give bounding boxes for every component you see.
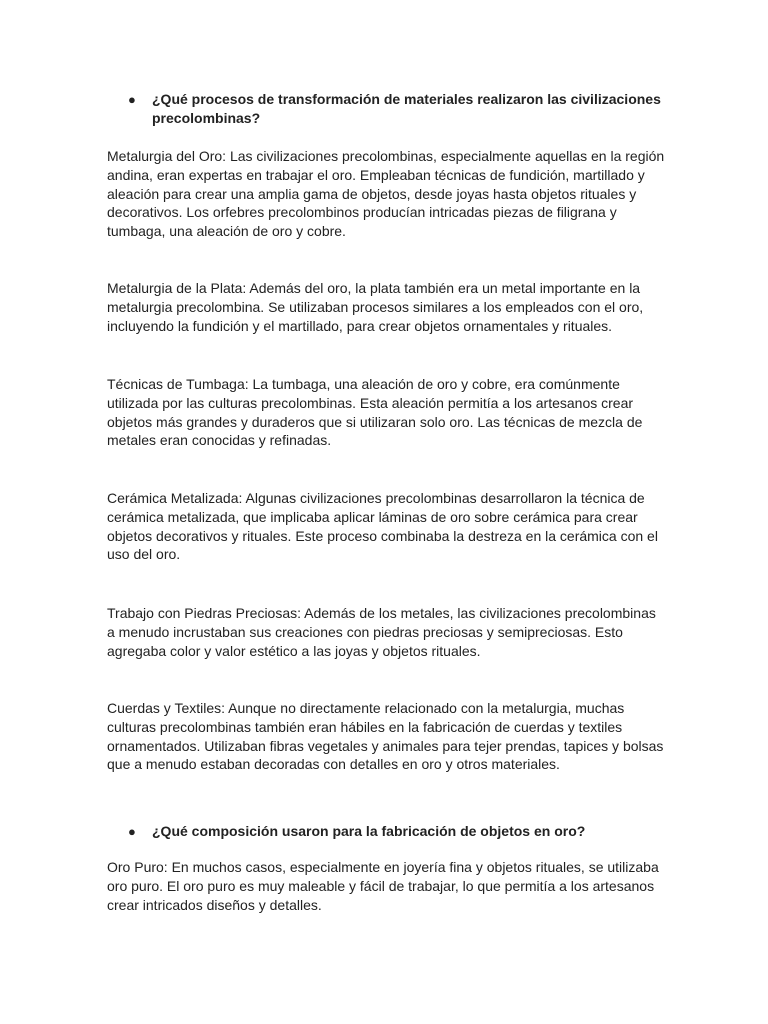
question-1 [128, 90, 688, 128]
paragraph-metalurgia-oro: Metalurgia del Oro: Las civilizaciones precolombinas, especialmente aquellas en la región andina, eran expertas en trabajar el oro. Empleaban técnicas de fundición, martillado y aleación para crear una amplia gama de objetos, desde joyas hasta objetos rituales y decorativos. Los orfebres precolombinos producían intricadas piezas de filigrana y tumbaga, una aleación de oro y cobre. [107, 148, 665, 240]
paragraph-oro-puro: Oro Puro: En muchos casos, especialmente en joyería fina y objetos rituales, se utilizaba oro puro. El oro puro es muy maleable y fácil de trabajar, lo que permitía a los artesanos crear intricados diseños y detalles. [107, 859, 659, 913]
paragraph-tecnicas-tumbaga: Técnicas de Tumbaga: La tumbaga, una aleación de oro y cobre, era comúnmente utilizada por las culturas precolombinas. Esta aleación permitía a los artesanos crear objetos más grandes y duraderos que si utilizaran solo oro. Las técnicas de mezcla de metales eran conocidas y refinadas. [107, 376, 643, 449]
paragraph-piedras-preciosas: Trabajo con Piedras Preciosas: Además de los metales, las civilizaciones precolombinas a menudo incrustaban sus creaciones con piedras preciosas y semipreciosas. Esto agregaba color y valor estético a las joyas y objetos rituales. [107, 605, 656, 659]
bullet-icon: ● [128, 824, 136, 839]
question-1-text: ¿Qué procesos de transformación de materiales realizaron las civilizaciones precolombinas? [152, 91, 661, 126]
bullet-icon: ● [128, 92, 136, 107]
paragraph-metalurgia-plata: Metalurgia de la Plata: Además del oro, la plata también era un metal importante en la metalurgia precolombina. Se utilizaban procesos similares a los empleados con el oro, incluyendo la fundición y el martillado, para crear objetos ornamentales y rituales. [107, 280, 644, 334]
paragraph-ceramica-metalizada: Cerámica Metalizada: Algunas civilizaciones precolombinas desarrollaron la técnica de cerámica metalizada, que implicaba aplicar láminas de oro sobre cerámica para crear objetos decorativos y rituales. Este proceso combinaba la destreza en la cerámica con el uso del oro. [107, 490, 658, 563]
question-2-text: ¿Qué composición usaron para la fabricación de objetos en oro? [152, 823, 586, 839]
question-2 [128, 822, 688, 841]
paragraph-cuerdas-textiles: Cuerdas y Textiles: Aunque no directamente relacionado con la metalurgia, muchas culturas precolombinas también eran hábiles en la fabricación de cuerdas y textiles ornamentados. Utilizaban fibras vegetales y animales para tejer prendas, tapices y bolsas que a menudo estaban decoradas con detalles en oro y otros materiales. [107, 700, 664, 773]
